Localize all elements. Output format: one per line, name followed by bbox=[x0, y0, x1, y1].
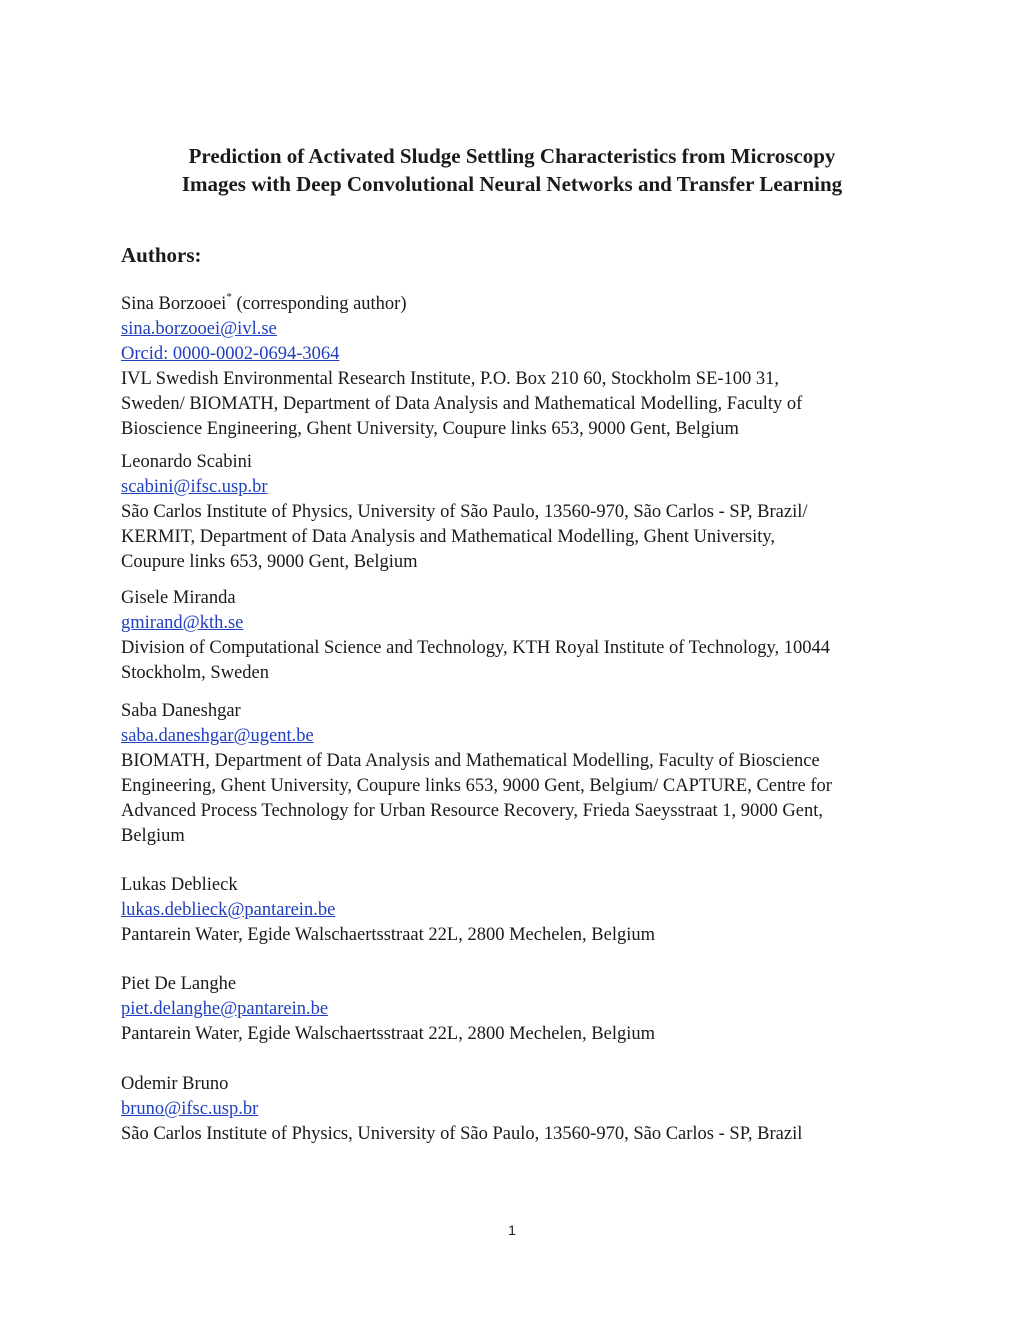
author-email-link[interactable]: saba.daneshgar@ugent.be bbox=[121, 726, 314, 746]
author-email-link[interactable]: scabini@ifsc.usp.br bbox=[121, 477, 268, 497]
author-name: Leonardo Scabini bbox=[121, 452, 252, 472]
author-name: Piet De Langhe bbox=[121, 974, 237, 994]
affiliation-line: Engineering, Ghent University, Coupure links 653, 9000 Gent, Belgium/ CAPTURE, Centre for bbox=[121, 776, 832, 796]
corresponding-author-mark: * bbox=[226, 290, 232, 303]
author-block-scabini bbox=[121, 450, 911, 575]
affiliation-line: Pantarein Water, Egide Walschaertsstraat 22L, 2800 Mechelen, Belgium bbox=[121, 925, 655, 945]
page-number: 1 bbox=[508, 1222, 516, 1238]
author-block-daneshgar bbox=[121, 699, 911, 849]
affiliation-line: São Carlos Institute of Physics, University of São Paulo, 13560-970, São Carlos - SP, Brazil bbox=[121, 1124, 803, 1144]
author-name: Sina Borzooei bbox=[121, 294, 227, 314]
author-email-link[interactable]: lukas.deblieck@pantarein.be bbox=[121, 900, 336, 920]
author-name: Lukas Deblieck bbox=[121, 875, 238, 895]
affiliation-line: Coupure links 653, 9000 Gent, Belgium bbox=[121, 552, 418, 572]
affiliation-line: Belgium bbox=[121, 826, 185, 846]
affiliation-line: BIOMATH, Department of Data Analysis and Mathematical Modelling, Faculty of Bioscience bbox=[121, 751, 820, 771]
affiliation-line: Pantarein Water, Egide Walschaertsstraat 22L, 2800 Mechelen, Belgium bbox=[121, 1024, 655, 1044]
author-block-borzooei bbox=[121, 292, 911, 442]
affiliation-line: Stockholm, Sweden bbox=[121, 663, 269, 683]
author-orcid-link[interactable]: Orcid: 0000-0002-0694-3064 bbox=[121, 344, 340, 364]
paper-title-line-1: Prediction of Activated Sludge Settling Characteristics from Microscopy bbox=[188, 144, 836, 168]
author-block-de-langhe bbox=[121, 972, 911, 1047]
affiliation-line: São Carlos Institute of Physics, University of São Paulo, 13560-970, São Carlos - SP, Brazil/ bbox=[121, 502, 808, 522]
author-name: Saba Daneshgar bbox=[121, 701, 241, 721]
author-email-link[interactable]: bruno@ifsc.usp.br bbox=[121, 1099, 259, 1119]
affiliation-line: IVL Swedish Environmental Research Institute, P.O. Box 210 60, Stockholm SE-100 31, bbox=[121, 369, 780, 389]
author-block-bruno bbox=[121, 1072, 911, 1147]
author-email-link[interactable]: piet.delanghe@pantarein.be bbox=[121, 999, 329, 1019]
author-block-deblieck bbox=[121, 873, 911, 948]
paper-title-line-2: Images with Deep Convolutional Neural Networks and Transfer Learning bbox=[181, 172, 843, 196]
paper-title bbox=[0, 142, 1024, 198]
affiliation-line: Sweden/ BIOMATH, Department of Data Analysis and Mathematical Modelling, Faculty of bbox=[121, 394, 803, 414]
authors-heading: Authors: bbox=[121, 243, 202, 267]
affiliation-line: KERMIT, Department of Data Analysis and Mathematical Modelling, Ghent University, bbox=[121, 527, 776, 547]
author-name-line bbox=[121, 292, 911, 317]
affiliation-line: Division of Computational Science and Technology, KTH Royal Institute of Technology, 10044 bbox=[121, 638, 831, 658]
affiliation-line: Advanced Process Technology for Urban Resource Recovery, Frieda Saeysstraat 1, 9000 Gent, bbox=[121, 801, 824, 821]
author-name: Gisele Miranda bbox=[121, 588, 236, 608]
author-email-link[interactable]: gmirand@kth.se bbox=[121, 613, 244, 633]
author-role: (corresponding author) bbox=[231, 294, 407, 314]
author-block-miranda bbox=[121, 586, 911, 686]
author-email-link[interactable]: sina.borzooei@ivl.se bbox=[121, 319, 277, 339]
author-name: Odemir Bruno bbox=[121, 1074, 229, 1094]
affiliation-line: Bioscience Engineering, Ghent University, Coupure links 653, 9000 Gent, Belgium bbox=[121, 419, 739, 439]
